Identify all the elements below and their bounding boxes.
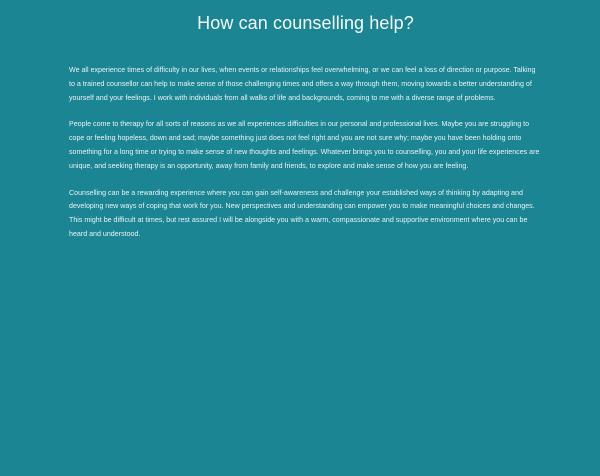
paragraph-intro: We all experience times of difficulty in our lives, when events or relationships feel overwhelming, or we can feel a loss of direction or purpose. Talking to a trained counsellor can help to make sense of those challenging times and offers a way through them, moving towards a better understanding of yourself and your feelings. I work with individuals from all walks of life and backgrounds, coming to me with a diverse range of problems. <box>69 66 536 102</box>
page-title: How can counselling help? <box>197 13 414 33</box>
paragraph-benefits: Counselling can be a rewarding experience where you can gain self-awareness and challenge your established ways of thinking by adapting and developing new ways of coping that work for you. New perspectives and understanding can empower you to make meaningful choices and changes. This might be difficult at times, but rest assured I will be alongside you with a warm, compassionate and supportive environment where you can be heard and understood. <box>69 188 535 238</box>
content-section <box>69 64 542 242</box>
paragraph-reasons: People come to therapy for all sorts of reasons as we all experiences difficulties in our personal and professional lives. Maybe you are struggling to cope or feeling hopeless, down and sad; maybe something just does not feel right and you are not sure why; maybe you have been holding onto something for a long time or trying to make sense of new thoughts and feelings. Whatever brings you to counselling, you and your life experiences are unique, and seeking therapy is an opportunity, away from family and friends, to explore and make sense of how you are feeling. <box>69 120 540 170</box>
